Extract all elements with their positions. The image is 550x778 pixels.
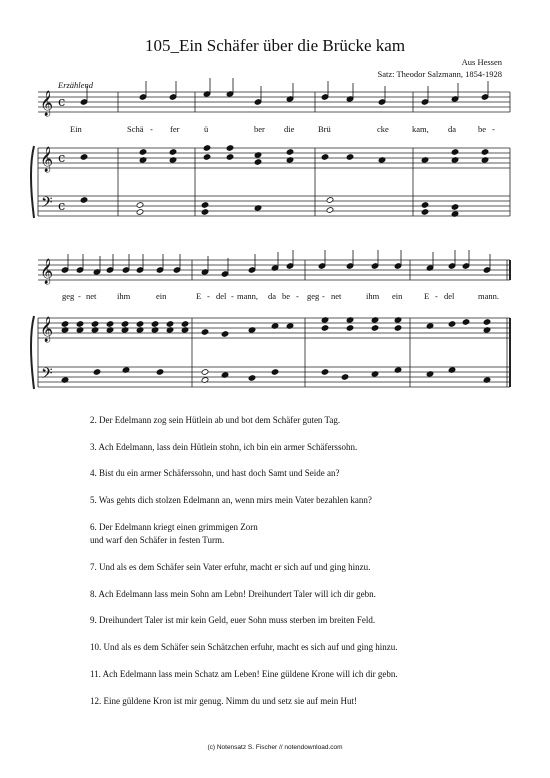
note-head — [201, 369, 209, 376]
clef-symbol: c — [58, 95, 66, 110]
lyric-syllable: - — [150, 124, 153, 134]
note-head — [106, 321, 114, 328]
note-head — [321, 325, 329, 332]
lyric-syllable: ü — [204, 124, 209, 134]
note-head — [201, 209, 209, 216]
lyric-syllable: net — [331, 291, 342, 301]
lyric-syllable: del — [444, 291, 455, 301]
note-head — [321, 154, 329, 161]
origin-note: Aus Hessen — [461, 57, 502, 67]
lyric-syllable: Ein — [70, 124, 82, 134]
verse-line: 10. Und als es dem Schäfer sein Schätzchen erfuhr, macht es sich auf und ging hinzu. — [90, 642, 398, 652]
song-title: 105_Ein Schäfer über die Brücke kam — [144, 36, 406, 55]
note-head — [421, 209, 429, 216]
note-head — [271, 369, 279, 376]
note-head — [121, 321, 129, 328]
lyric-syllable: - — [207, 291, 210, 301]
note-head — [169, 149, 177, 156]
verse-line: 12. Eine güldene Kron ist mir genug. Nimm du und setz sie auf mein Hut! — [90, 696, 357, 706]
note-head — [61, 321, 69, 328]
clef-symbol: 𝄞 — [40, 147, 54, 172]
verse-line: 5. Was gehts dich stolzen Edelmann an, wenn mirs mein Vater bezahlen kann? — [90, 495, 372, 505]
note-head — [136, 321, 144, 328]
note-head — [156, 369, 164, 376]
note-head — [462, 319, 470, 326]
note-head — [451, 149, 459, 156]
clef-symbol: 𝄢 — [41, 194, 53, 215]
note-head — [321, 369, 329, 376]
note-head — [80, 154, 88, 161]
note-head — [286, 149, 294, 156]
lyric-syllable: be — [478, 124, 487, 134]
note-head — [371, 325, 379, 332]
lyric-syllable: E — [196, 291, 202, 301]
lyric-syllable: ihm — [117, 291, 131, 301]
note-head — [80, 197, 88, 204]
lyric-syllable: die — [284, 124, 295, 134]
lyric-syllable: mann, — [237, 291, 259, 301]
piano-brace — [31, 146, 34, 218]
clef-symbol: c — [58, 151, 66, 166]
note-head — [201, 202, 209, 209]
clef-symbol: 𝄞 — [40, 91, 54, 116]
lyric-syllable: - — [78, 291, 81, 301]
note-head — [203, 145, 211, 152]
note-head — [346, 154, 354, 161]
lyric-syllable: da — [448, 124, 457, 134]
clef-symbol: 𝄞 — [40, 259, 54, 284]
lyric-syllable: del — [216, 291, 227, 301]
note-head — [483, 319, 491, 326]
lyric-syllable: ein — [392, 291, 403, 301]
lyric-syllable: ein — [156, 291, 167, 301]
lyric-syllable: - — [492, 124, 495, 134]
clef-symbol: 𝄢 — [41, 365, 53, 386]
lyric-syllable: ihm — [366, 291, 380, 301]
note-head — [248, 375, 256, 382]
note-head — [226, 145, 234, 152]
verse-line: 3. Ach Edelmann, lass dein Hütlein stohn, ich bin ein armer Schäferssohn. — [90, 442, 358, 452]
lyric-syllable: - — [322, 291, 325, 301]
lyric-syllable: Schä — [127, 124, 144, 134]
note-head — [254, 159, 262, 166]
note-head — [203, 154, 211, 161]
note-head — [341, 374, 349, 381]
arranger-note: Satz: Theodor Salzmann, 1854-1928 — [377, 69, 502, 79]
verse-line: 7. Und als es dem Schäfer sein Vater erfuhr, macht er sich auf und ging hinzu. — [90, 562, 371, 572]
note-head — [139, 149, 147, 156]
note-head — [201, 329, 209, 336]
verse-line: und warf den Schäfer in festen Turm. — [90, 535, 225, 545]
note-head — [346, 325, 354, 332]
note-head — [326, 197, 334, 204]
lyric-syllable: geg — [307, 291, 320, 301]
clef-symbol: c — [58, 199, 66, 214]
lyric-syllable: net — [86, 291, 97, 301]
lyric-syllable: - — [435, 291, 438, 301]
verse-line: 2. Der Edelmann zog sein Hütlein ab und bot dem Schäfer guten Tag. — [90, 415, 341, 425]
note-head — [394, 325, 402, 332]
verse-line: 9. Dreihundert Taler ist mir kein Geld, euer Sohn muss sterben im breiten Feld. — [90, 615, 376, 625]
verse-line: 11. Ach Edelmann lass mein Schatz am Leben! Eine güldene Krone will ich dir gebn. — [90, 669, 398, 679]
verse-line: 6. Der Edelmann kriegt einen grimmigen Zorn — [90, 522, 258, 532]
note-head — [481, 149, 489, 156]
lyric-syllable: ber — [254, 124, 265, 134]
note-head — [93, 369, 101, 376]
lyric-syllable: E — [424, 291, 430, 301]
piano-brace — [31, 316, 34, 389]
lyric-syllable: cke — [377, 124, 389, 134]
note-head — [226, 154, 234, 161]
note-head — [91, 321, 99, 328]
lyric-syllable: - — [231, 291, 234, 301]
lyric-syllable: da — [268, 291, 277, 301]
lyric-syllable: be — [282, 291, 291, 301]
lyric-syllable: - — [296, 291, 299, 301]
note-head — [136, 202, 144, 209]
lyric-syllable: kam, — [412, 124, 429, 134]
note-head — [451, 204, 459, 211]
note-head — [448, 321, 456, 328]
note-head — [421, 202, 429, 209]
note-head — [136, 209, 144, 216]
lyric-syllable: Brü — [318, 124, 331, 134]
lyric-syllable: geg — [62, 291, 75, 301]
note-head — [166, 321, 174, 328]
verse-line: 8. Ach Edelmann lass mein Sohn am Lebn! Dreihundert Taler will ich dir gebn. — [90, 589, 376, 599]
note-head — [76, 321, 84, 328]
note-head — [221, 331, 229, 338]
copyright-footer: (c) Notensatz S. Fischer // notendownload.com — [207, 744, 343, 751]
tempo-marking: Erzählend — [58, 80, 93, 90]
clef-symbol: 𝄞 — [40, 317, 54, 342]
note-head — [326, 207, 334, 214]
note-head — [151, 321, 159, 328]
lyric-syllable: mann. — [478, 291, 500, 301]
verse-line: 4. Bist du ein armer Schäferssohn, und hast doch Samt und Seide an? — [90, 468, 340, 478]
lyric-syllable: fer — [170, 124, 180, 134]
note-head — [181, 321, 189, 328]
